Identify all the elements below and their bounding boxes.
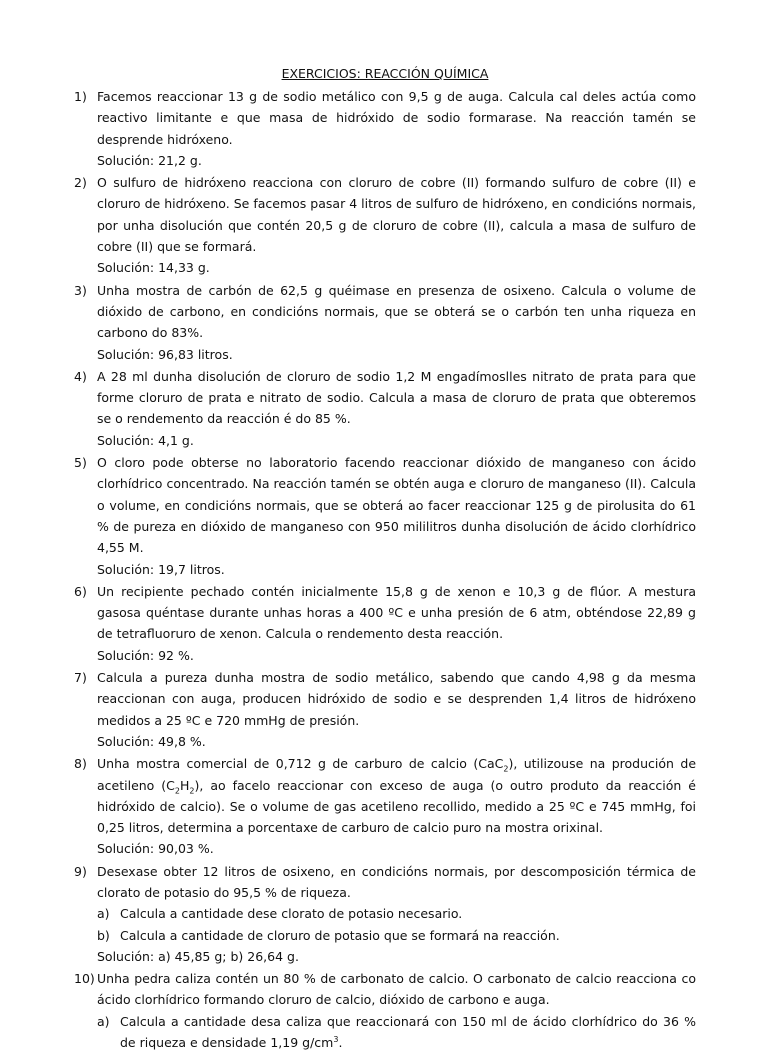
text-part: Calcula a cantidade desa caliza que reaccionará con 150 ml de ácido clorhídrico do 36 % de riqueza e densidade 1,19 g/cm <box>120 1013 696 1051</box>
exercise-solution: Solución: 19,7 litros. <box>97 561 225 577</box>
exercise-number: 2) <box>74 175 87 191</box>
exercise-6 <box>74 581 696 666</box>
exercise-text: O sulfuro de hidróxeno reacciona con cloruro de cobre (II) formando sulfuro de cobre (II) e cloruro de hidróxeno. Se facemos pasar 4 litros de sulfuro de hidróxeno, en condicións normais, por unha disolución que contén 20,5 g de cloruro de cobre (II), calcula a masa de sulfuro de cobre (II) que se formará. <box>97 175 696 255</box>
exercise-text: Desexase obter 12 litros de osixeno, en condicións normais, por descomposición térmica de clorato de potasio do 95,5 % de riqueza. <box>97 863 696 900</box>
exercise-5 <box>74 452 696 580</box>
subitem-label: a) <box>97 906 110 922</box>
exercise-8 <box>74 753 696 859</box>
text-part: Unha mostra comercial de 0,712 g de carburo de calcio (CaC <box>97 756 504 772</box>
exercise-4 <box>74 366 696 451</box>
exercise-number: 10) <box>74 971 95 987</box>
text-part: ), ao facelo reaccionar con exceso de auga (o outro produto da reacción é hidróxido de calcio). Se o volume de gas acetileno recollido, medido a 25 ºC e 745 mmHg, foi 0,25 litros, determina a porcentaxe de carburo de calcio puro na mostra orixinal. <box>97 777 696 836</box>
exercise-7 <box>74 667 696 752</box>
exercise-number: 3) <box>74 282 87 298</box>
exercise-text: Un recipiente pechado contén inicialmente 15,8 g de xenon e 10,3 g de flúor. A mestura gasosa quéntase durante unhas horas a 400 ºC e unha presión de 6 atm, obténdose 22,89 g de tetrafluoruro de xenon. Calcula o rendemento desta reacción. <box>97 583 696 642</box>
exercise-number: 4) <box>74 368 87 384</box>
exercise-number: 5) <box>74 455 87 471</box>
subitem-text <box>120 1011 696 1053</box>
exercise-10 <box>74 968 696 1053</box>
exercise-2 <box>74 172 696 278</box>
subscript: 2 <box>189 786 195 795</box>
exercise-text: Calcula a pureza dunha mostra de sodio metálico, sabendo que cando 4,98 g da mesma reaccionan con auga, producen hidróxido de sodio e se desprenden 1,4 litros de hidróxeno medidos a 25 ºC e 720 mmHg de presión. <box>97 670 696 728</box>
exercise-number: 9) <box>74 863 87 879</box>
exercise-solution: Solución: 4,1 g. <box>97 432 194 448</box>
exercise-solution: Solución: 96,83 litros. <box>97 346 233 362</box>
exercise-solution: Solución: 92 %. <box>97 647 194 663</box>
text-part: . <box>338 1035 343 1051</box>
subscript: 2 <box>503 764 509 774</box>
exercise-list <box>74 86 696 1053</box>
subitem-label: a) <box>97 1013 110 1029</box>
exercise-number: 1) <box>74 89 87 104</box>
exercise-solution: Solución: 21,2 g. <box>97 152 202 168</box>
exercise-text <box>97 753 696 838</box>
subitem-a <box>97 1011 696 1053</box>
exercise-1 <box>74 86 696 171</box>
subitem-text: Calcula a cantidade de cloruro de potasio que se formará na reacción. <box>120 927 560 943</box>
exercise-text: Facemos reaccionar 13 g de sodio metálico con 9,5 g de auga. Calcula cal deles actúa como reactivo limitante e que masa de hidróxido de sodio formarase. Na reacción tamén se desprende hidróxeno. <box>97 89 696 147</box>
text-part: ), utilizouse na produción de acetileno (C <box>97 756 697 793</box>
exercise-text: O cloro pode obterse no laboratorio facendo reaccionar dióxido de manganeso con ácido clorhídrico concentrado. Na reacción tamén se obtén auga e cloruro de manganeso (II). Calcula o volume, en condicións normais, que se obterá ao facer reaccionar 125 g de pirolusita do 61 % de pureza en dióxido de manganeso con 950 mililitros dunha disolución de ácido clorhídrico 4,55 M. <box>97 455 696 556</box>
superscript: 3 <box>333 1034 339 1044</box>
subitem-label: b) <box>97 927 110 943</box>
exercise-solution: Solución: 14,33 g. <box>97 260 210 276</box>
exercise-text: A 28 ml dunha disolución de cloruro de sodio 1,2 M engadímoslles nitrato de prata para que forme cloruro de prata e nitrato de sodio. Calcula a masa de cloruro de prata que obteremos se o rendemento da reacción é do 85 %. <box>97 368 696 427</box>
text-part: H <box>180 777 190 793</box>
exercise-9 <box>74 861 696 967</box>
exercise-text: Unha mostra de carbón de 62,5 g quéimase en presenza de osixeno. Calcula o volume de dióxido de carbono, en condicións normais, que se obterá se o carbón ten unha riqueza en carbono do 83%. <box>97 282 696 341</box>
subitem-text: Calcula a cantidade dese clorato de potasio necesario. <box>120 906 463 922</box>
subitem-a <box>97 903 696 924</box>
exercise-number: 7) <box>74 670 87 686</box>
exercise-3 <box>74 280 696 365</box>
exercise-text: Unha pedra caliza contén un 80 % de carbonato de calcio. O carbonato de calcio reacciona co ácido clorhídrico formando cloruro de calcio, dióxido de carbono e auga. <box>97 971 696 1008</box>
exercise-number: 6) <box>74 583 87 599</box>
document-title: EXERCICIOS: REACCIÓN QUÍMICA <box>281 66 489 81</box>
exercise-solution: Solución: 49,8 %. <box>97 733 206 749</box>
subitem-b <box>97 925 696 946</box>
subscript: 2 <box>174 786 180 795</box>
exercise-solution: Solución: 90,03 %. <box>97 841 214 857</box>
exercise-number: 8) <box>74 756 87 772</box>
exercise-solution: Solución: a) 45,85 g; b) 26,64 g. <box>97 948 299 964</box>
